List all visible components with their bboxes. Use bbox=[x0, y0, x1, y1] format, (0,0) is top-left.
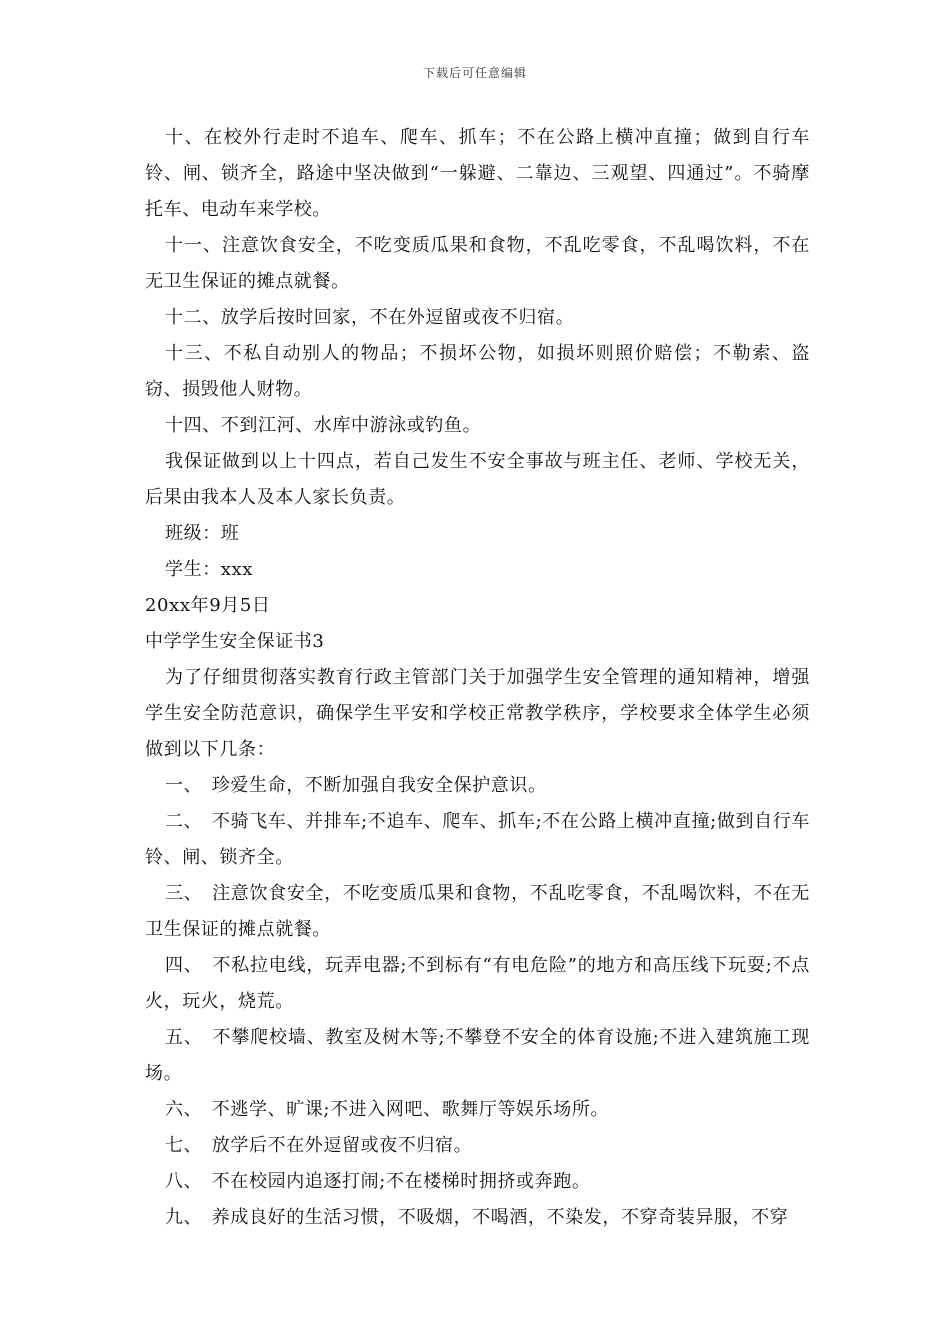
date-line: 20xx年9月5日 bbox=[145, 595, 271, 616]
list-item-4: 四、 不私拉电线，玩弄电器;不到标有“有电危险”的地方和高压线下玩耍;不点火，玩火，烧荒。 bbox=[145, 955, 810, 1012]
list-item-2: 二、 不骑飞车、并排车;不追车、爬车、抓车;不在公路上横冲直撞;做到自行车铃、闸、锁齐全。 bbox=[145, 811, 810, 868]
paragraph-rule-11: 十一、注意饮食安全，不吃变质瓜果和食物，不乱吃零食，不乱喝饮料，不在无卫生保证的摊点就餐。 bbox=[145, 235, 810, 292]
paragraph-rule-10: 十、在校外行走时不追车、爬车、抓车；不在公路上横冲直撞；做到自行车铃、闸、锁齐全，路途中坚决做到“一躲避、二靠边、三观望、四通过”。不骑摩托车、电动车来学校。 bbox=[145, 127, 810, 220]
page-header: 下载后可任意编辑 bbox=[422, 66, 527, 80]
document-body bbox=[145, 120, 810, 1236]
list-item-9: 九、 养成良好的生活习惯，不吸烟，不喝酒，不染发，不穿奇装异服，不穿 bbox=[165, 1207, 789, 1228]
paragraph-intro: 为了仔细贯彻落实教育行政主管部门关于加强学生安全管理的通知精神，增强学生安全防范意识，确保学生平安和学校正常教学秩序，学校要求全体学生必须做到以下几条： bbox=[145, 667, 810, 760]
list-item-7: 七、 放学后不在外逗留或夜不归宿。 bbox=[165, 1135, 473, 1156]
paragraph-rule-14: 十四、不到江河、水库中游泳或钓鱼。 bbox=[165, 415, 482, 436]
list-item-3: 三、 注意饮食安全，不吃变质瓜果和食物，不乱吃零食，不乱喝饮料，不在无卫生保证的摊点就餐。 bbox=[145, 883, 810, 940]
paragraph-rule-12: 十二、放学后按时回家，不在外逗留或夜不归宿。 bbox=[165, 307, 575, 328]
list-item-5: 五、 不攀爬校墙、教室及树木等;不攀登不安全的体育设施;不进入建筑施工现场。 bbox=[145, 1027, 810, 1084]
paragraph-rule-13: 十三、不私自动别人的物品；不损坏公物，如损坏则照价赔偿；不勒索、盗窃、损毁他人财物。 bbox=[145, 343, 810, 400]
section-title: 中学学生安全保证书3 bbox=[145, 631, 325, 652]
student-line: 学生：xxx bbox=[165, 559, 254, 580]
class-line: 班级：班 bbox=[165, 523, 240, 544]
list-item-8: 八、 不在校园内追逐打闹;不在楼梯时拥挤或奔跑。 bbox=[165, 1171, 591, 1192]
list-item-6: 六、 不逃学、旷课;不进入网吧、歌舞厅等娱乐场所。 bbox=[165, 1099, 610, 1120]
list-item-1: 一、 珍爱生命，不断加强自我安全保护意识。 bbox=[165, 775, 547, 796]
paragraph-pledge: 我保证做到以上十四点，若自己发生不安全事故与班主任、老师、学校无关，后果由我本人及本人家长负责。 bbox=[145, 451, 810, 508]
